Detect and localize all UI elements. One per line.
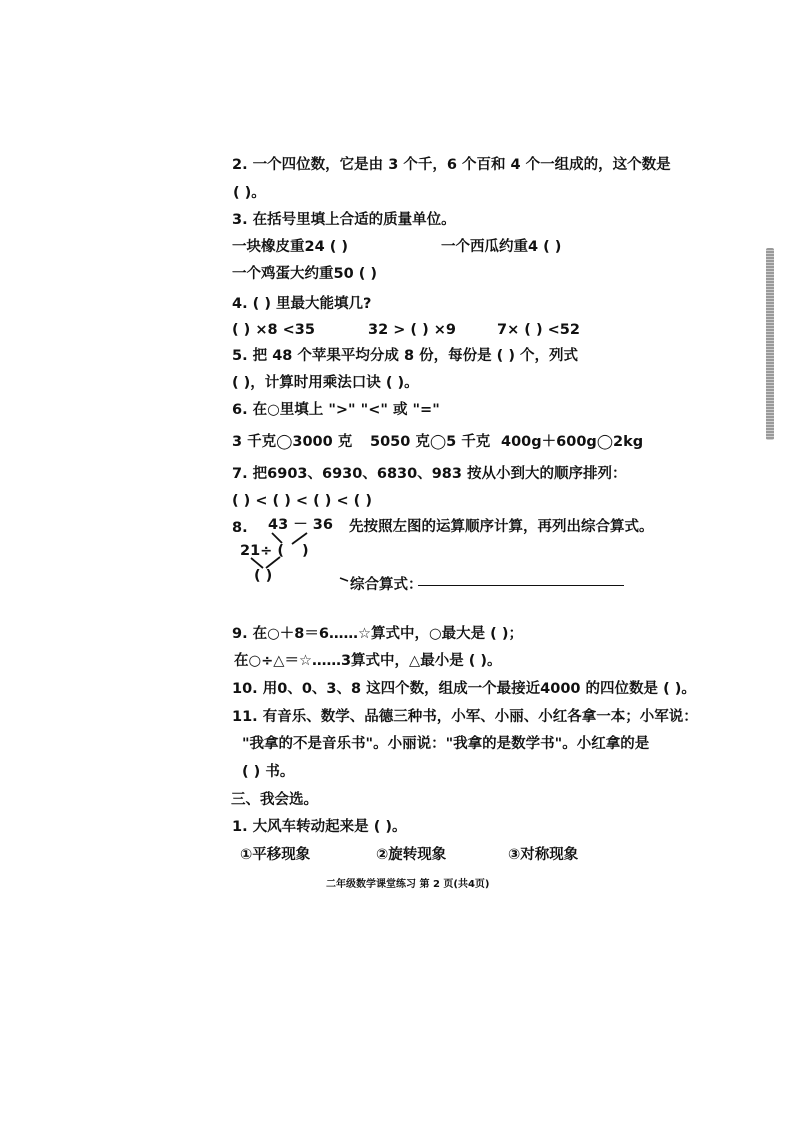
section3-q1: 1. 大风车转动起来是 ( )。 <box>232 819 407 835</box>
q6-item-b: 5050 克◯5 千克 <box>370 434 491 450</box>
q11-line3: ( ) 书。 <box>242 764 295 780</box>
q8-number: 8. <box>232 520 248 536</box>
diagram-branch-left <box>272 533 282 543</box>
q8-division-close: ) <box>302 543 309 559</box>
section3-option-1: ①平移现象 <box>240 847 311 863</box>
q8-expression: 43 － 36 <box>268 517 333 533</box>
section3-option-2: ②旋转现象 <box>376 847 447 863</box>
q8-result: ( ) <box>254 568 273 584</box>
q9-line2: 在○÷△＝☆……3算式中，△最小是 ( )。 <box>234 653 502 669</box>
section3-title: 三、我会选。 <box>231 792 318 808</box>
diagram-branch-right <box>292 533 307 544</box>
q6-item-a: 3 千克◯3000 克 <box>232 434 353 450</box>
q7-title: 7. 把6903、6930、6830、983 按从小到大的顺序排列： <box>232 466 627 482</box>
q8-instruction: 先按照左图的运算顺序计算，再列出综合算式。 <box>349 519 654 535</box>
diagram-branch-bottom-left <box>251 558 263 568</box>
page-footer: 二年级数学课堂练习 第 2 页(共4页) <box>326 879 490 890</box>
diagram-lead-stroke <box>340 578 348 581</box>
q5-line2: ( )，计算时用乘法口诀 ( )。 <box>232 375 419 391</box>
q10-line1: 10. 用0、0、3、8 这四个数，组成一个最接近4000 的四位数是 ( )。 <box>232 681 696 697</box>
q9-line1: 9. 在○＋8＝6……☆算式中，○最大是 ( )； <box>232 626 523 642</box>
q3-item-b: 一个西瓜约重4 ( ) <box>441 239 562 255</box>
q2-line2: ( )。 <box>233 185 266 201</box>
q4-item-b: 32 > ( ) ×9 <box>368 322 457 338</box>
q3-item-a: 一块橡皮重24 ( ) <box>232 239 349 255</box>
q6-title: 6. 在○里填上 ">" "<" 或 "=" <box>232 402 440 418</box>
q3-title: 3. 在括号里填上合适的质量单位。 <box>232 212 456 228</box>
q4-title: 4. ( ) 里最大能填几? <box>232 296 372 312</box>
q8-division: 21÷ ( <box>240 543 285 559</box>
q11-line1: 11. 有音乐、数学、品德三种书，小军、小丽、小红各拿一本；小军说： <box>232 709 698 725</box>
q4-item-c: 7× ( ) <52 <box>497 322 580 338</box>
q3-item-c: 一个鸡蛋大约重50 ( ) <box>232 266 378 282</box>
diagram-branch-bottom-right <box>266 557 280 568</box>
q4-item-a: ( ) ×8 <35 <box>232 322 315 338</box>
section3-option-3: ③对称现象 <box>508 847 579 863</box>
q11-line2: "我拿的不是音乐书"。小丽说："我拿的是数学书"。小红拿的是 <box>242 736 650 752</box>
q8-combined-label: 综合算式： <box>350 577 423 593</box>
q5-line1: 5. 把 48 个苹果平均分成 8 份，每份是 ( ) 个，列式 <box>232 348 579 364</box>
q2-line1: 2. 一个四位数，它是由 3 个千，6 个百和 4 个一组成的，这个数是 <box>232 157 671 173</box>
q7-line2: ( ) < ( ) < ( ) < ( ) <box>232 493 372 509</box>
q6-item-c: 400g＋600g◯2kg <box>501 434 644 450</box>
